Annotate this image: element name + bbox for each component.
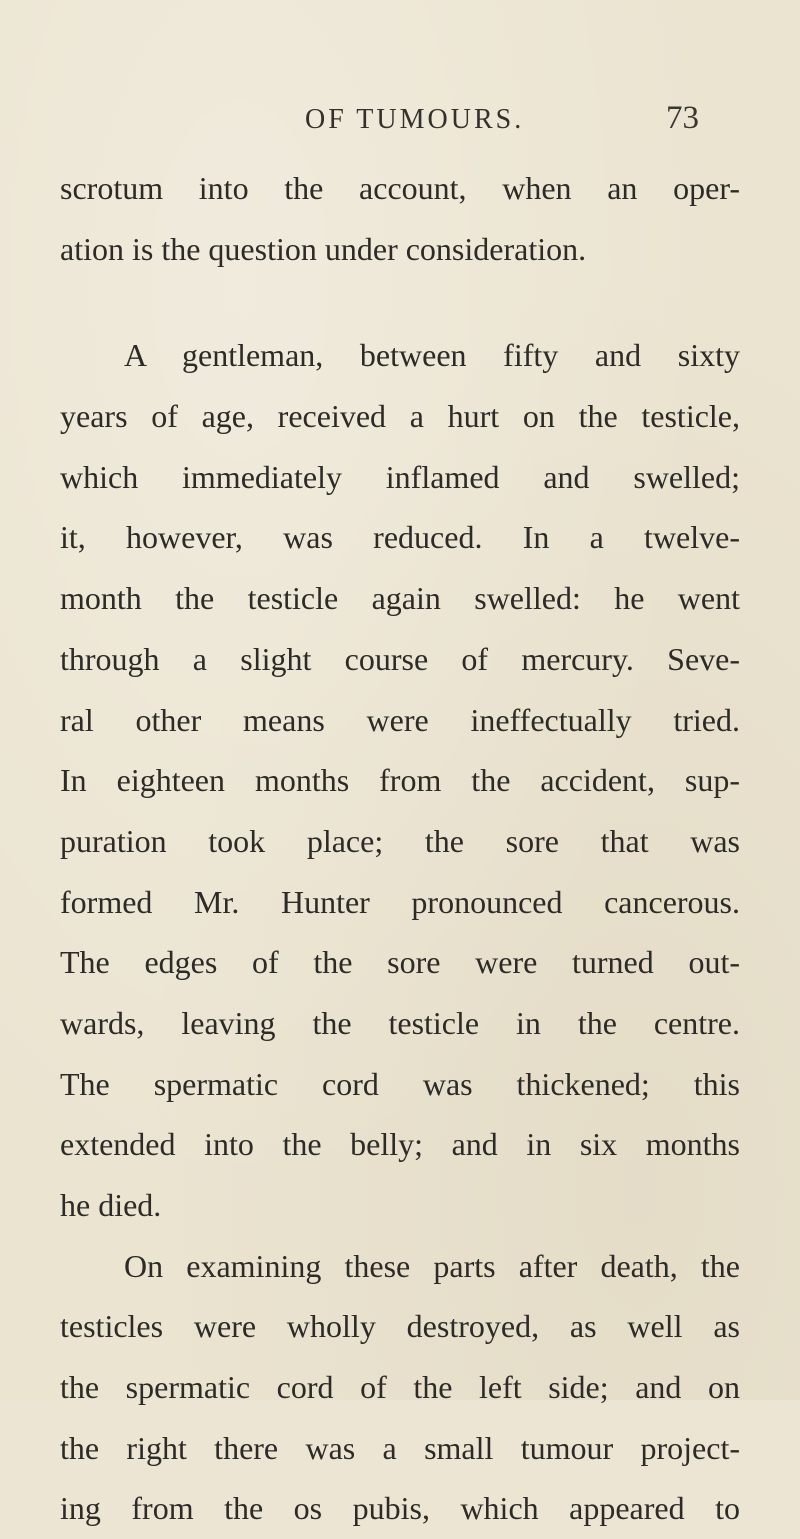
text-line: In eighteen months from the accident, sup- — [60, 762, 740, 799]
text-line: it, however, was reduced. In a twelve- — [60, 519, 740, 556]
paragraph-first-line: On examining these parts after death, the — [124, 1247, 740, 1284]
text-line: formed Mr. Hunter pronounced cancerous. — [60, 883, 740, 920]
text-line: testicles were wholly destroyed, as well as — [60, 1308, 740, 1345]
text-line: ing from the os pubis, which appeared to — [60, 1490, 740, 1527]
text-line: ral other means were ineffectually tried. — [60, 701, 740, 738]
text-line: ation is the question under consideration. — [60, 230, 587, 267]
text-line: he died. — [60, 1187, 162, 1223]
text-line: puration took place; the sore that was — [60, 822, 740, 859]
text-line: scrotum into the account, when an oper- — [60, 170, 740, 206]
text-line: the right there was a small tumour project- — [60, 1429, 740, 1466]
text-line: month the testicle again swelled: he went — [60, 580, 740, 617]
page-header — [0, 100, 800, 140]
text-line: years of age, received a hurt on the testicle, — [60, 398, 740, 435]
running-head: OF TUMOURS. — [305, 104, 525, 135]
text-line: extended into the belly; and in six months — [60, 1126, 740, 1163]
body-text — [60, 158, 740, 1539]
text-line: which immediately inflamed and swelled; — [60, 458, 740, 495]
text-line: The edges of the sore were turned out- — [60, 944, 740, 981]
text-line: the spermatic cord of the left side; and on — [60, 1369, 740, 1406]
text-line: The spermatic cord was thickened; this — [60, 1065, 740, 1102]
page-number: 73 — [666, 100, 699, 136]
paragraph-first-line: A gentleman, between fifty and sixty — [124, 337, 740, 374]
text-line: wards, leaving the testicle in the centre. — [60, 1004, 740, 1041]
text-line: through a slight course of mercury. Seve- — [60, 640, 740, 677]
